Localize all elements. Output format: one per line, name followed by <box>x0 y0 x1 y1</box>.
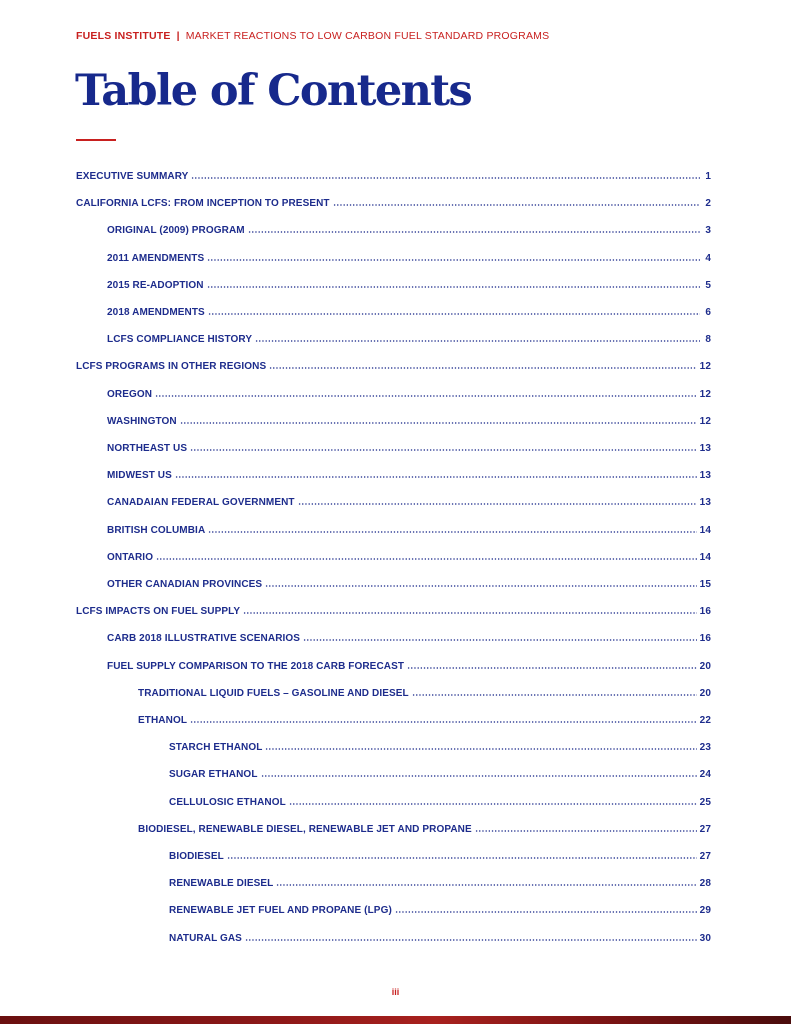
toc-entry[interactable] <box>138 708 711 726</box>
toc-entry-page: 12 <box>699 361 711 373</box>
toc-entry[interactable] <box>169 926 711 944</box>
toc-entry-label: SUGAR ETHANOL <box>169 769 258 781</box>
toc-entry-label: CELLULOSIC ETHANOL <box>169 796 286 808</box>
toc-entry-label: 2011 AMENDMENTS <box>107 252 205 264</box>
dot-leader <box>208 313 700 315</box>
page-number: iii <box>391 987 400 997</box>
toc-entry-label: TRADITIONAL LIQUID FUELS – GASOLINE AND DIESEL <box>138 687 409 699</box>
dot-leader <box>303 639 697 641</box>
toc-entry[interactable] <box>169 790 711 808</box>
dot-leader <box>191 177 700 179</box>
toc-entry[interactable] <box>138 817 711 835</box>
dot-leader <box>156 558 697 560</box>
toc-entry-page: 28 <box>699 878 711 890</box>
toc-entry-page: 16 <box>699 633 711 645</box>
toc-entry-label: BRITISH COLUMBIA <box>107 524 206 536</box>
dot-leader <box>261 775 697 777</box>
dot-leader <box>333 204 700 206</box>
toc-entry-page: 2 <box>705 198 711 210</box>
dot-leader <box>190 449 697 451</box>
dot-leader <box>180 422 697 424</box>
toc-entry[interactable] <box>169 844 711 862</box>
toc-entry-label: LCFS PROGRAMS IN OTHER REGIONS <box>76 361 267 373</box>
dot-leader <box>190 721 697 723</box>
toc-entry-label: LCFS COMPLIANCE HISTORY <box>107 334 253 346</box>
dot-leader <box>269 367 696 369</box>
toc-entry-page: 15 <box>699 579 711 590</box>
toc-entry-label: MIDWEST US <box>107 470 172 482</box>
dot-leader <box>208 531 696 533</box>
toc-entry-label: BIODIESEL, RENEWABLE DIESEL, RENEWABLE JET AND PROPANE <box>138 823 472 835</box>
toc-entry[interactable] <box>107 327 711 345</box>
toc-entry-page: 23 <box>699 742 711 754</box>
toc-entry-label: CALIFORNIA LCFS: FROM INCEPTION TO PRESENT <box>76 198 330 210</box>
dot-leader <box>298 503 697 505</box>
toc-entry[interactable] <box>107 572 711 590</box>
toc-entry-page: 13 <box>699 470 711 482</box>
toc-entry-page: 16 <box>699 606 711 618</box>
toc-entry[interactable] <box>107 654 711 672</box>
toc-entry-label: ONTARIO <box>107 551 154 563</box>
page-title: Table of Contents <box>75 66 472 116</box>
toc-entry-label: WASHINGTON <box>107 415 177 427</box>
toc-entry[interactable] <box>107 382 711 400</box>
organization-name: FUELS INSTITUTE <box>76 30 171 42</box>
toc-entry-label: CARB 2018 ILLUSTRATIVE SCENARIOS <box>107 633 301 645</box>
dot-leader <box>243 612 696 614</box>
toc-entry-page: 5 <box>705 279 711 291</box>
toc-entry-label: 2018 AMENDMENTS <box>107 307 205 318</box>
dot-leader <box>265 585 696 587</box>
toc-entry-page: 3 <box>705 225 711 237</box>
toc-entry[interactable] <box>169 762 711 780</box>
dot-leader <box>227 857 697 859</box>
toc-entry-page: 27 <box>699 823 711 835</box>
report-title: MARKET REACTIONS TO LOW CARBON FUEL STANDARD PROGRAMS <box>185 30 550 42</box>
toc-entry[interactable] <box>107 626 711 644</box>
toc-entry[interactable] <box>76 599 711 617</box>
toc-entry[interactable] <box>76 191 711 209</box>
toc-entry-page: 13 <box>699 443 711 454</box>
toc-entry-label: OREGON <box>107 388 153 400</box>
toc-entry-label: FUEL SUPPLY COMPARISON TO THE 2018 CARB FORECAST <box>107 660 405 672</box>
toc-entry-label: OTHER CANADIAN PROVINCES <box>107 579 263 590</box>
toc-entry[interactable] <box>107 246 711 264</box>
toc-entry-label: ORIGINAL (2009) PROGRAM <box>107 225 245 237</box>
toc-entry[interactable] <box>169 735 711 753</box>
toc-entry[interactable] <box>107 218 711 236</box>
dot-leader <box>265 748 696 750</box>
toc-entry-label: STARCH ETHANOL <box>169 742 263 754</box>
footer-bar <box>0 1016 791 1024</box>
dot-leader <box>407 667 697 669</box>
toc-entry-page: 25 <box>699 796 711 808</box>
header-separator: | <box>176 30 180 42</box>
toc-entry[interactable] <box>107 300 711 318</box>
toc-entry[interactable] <box>138 681 711 699</box>
dot-leader <box>475 830 697 832</box>
toc-entry[interactable] <box>107 545 711 563</box>
toc-entry[interactable] <box>169 898 711 916</box>
toc-entry[interactable] <box>107 409 711 427</box>
toc-entry-label: NATURAL GAS <box>169 932 242 944</box>
toc-entry-page: 20 <box>699 660 711 672</box>
toc-entry[interactable] <box>107 463 711 481</box>
toc-entry-page: 13 <box>699 497 711 509</box>
toc-entry-page: 4 <box>705 252 711 264</box>
dot-leader <box>175 476 697 478</box>
toc-entry-page: 27 <box>699 851 711 862</box>
toc-entry-label: RENEWABLE DIESEL <box>169 878 274 890</box>
dot-leader <box>395 911 697 913</box>
dot-leader <box>276 884 696 886</box>
toc-entry[interactable] <box>169 871 711 889</box>
toc-entry-page: 30 <box>699 932 711 944</box>
toc-entry-label: RENEWABLE JET FUEL AND PROPANE (LPG) <box>169 905 392 917</box>
toc-entry-label: CANADAIAN FEDERAL GOVERNMENT <box>107 497 295 509</box>
toc-entry-page: 1 <box>705 171 711 182</box>
toc-entry-page: 14 <box>699 551 711 563</box>
toc-entry-label: ETHANOL <box>138 715 188 726</box>
toc-entry-label: LCFS IMPACTS ON FUEL SUPPLY <box>76 606 241 618</box>
dot-leader <box>248 231 700 233</box>
toc-entry[interactable] <box>107 490 711 508</box>
toc-entry-label: 2015 RE-ADOPTION <box>107 279 204 291</box>
dot-leader <box>412 694 697 696</box>
dot-leader <box>289 803 697 805</box>
dot-leader <box>155 395 697 397</box>
toc-entry-label: NORTHEAST US <box>107 443 188 454</box>
dot-leader <box>255 340 700 342</box>
toc-entry-page: 12 <box>699 415 711 427</box>
toc-entry-page: 20 <box>699 687 711 699</box>
toc-entry-label: BIODIESEL <box>169 851 224 862</box>
toc-entry[interactable] <box>76 164 711 182</box>
toc-entry[interactable] <box>107 436 711 454</box>
toc-entry-page: 8 <box>705 334 711 346</box>
dot-leader <box>245 939 697 941</box>
dot-leader <box>207 286 700 288</box>
toc-entry[interactable] <box>76 354 711 372</box>
toc-entry-page: 24 <box>699 769 711 781</box>
toc-entry-page: 29 <box>699 905 711 917</box>
toc-entry-page: 12 <box>699 388 711 400</box>
toc-entry[interactable] <box>107 518 711 536</box>
toc-entry-page: 22 <box>699 715 711 726</box>
toc-entry-label: EXECUTIVE SUMMARY <box>76 171 189 182</box>
dot-leader <box>207 259 700 261</box>
toc-entry[interactable] <box>107 273 711 291</box>
toc-entry-page: 6 <box>705 307 711 318</box>
toc-entry-page: 14 <box>699 524 711 536</box>
